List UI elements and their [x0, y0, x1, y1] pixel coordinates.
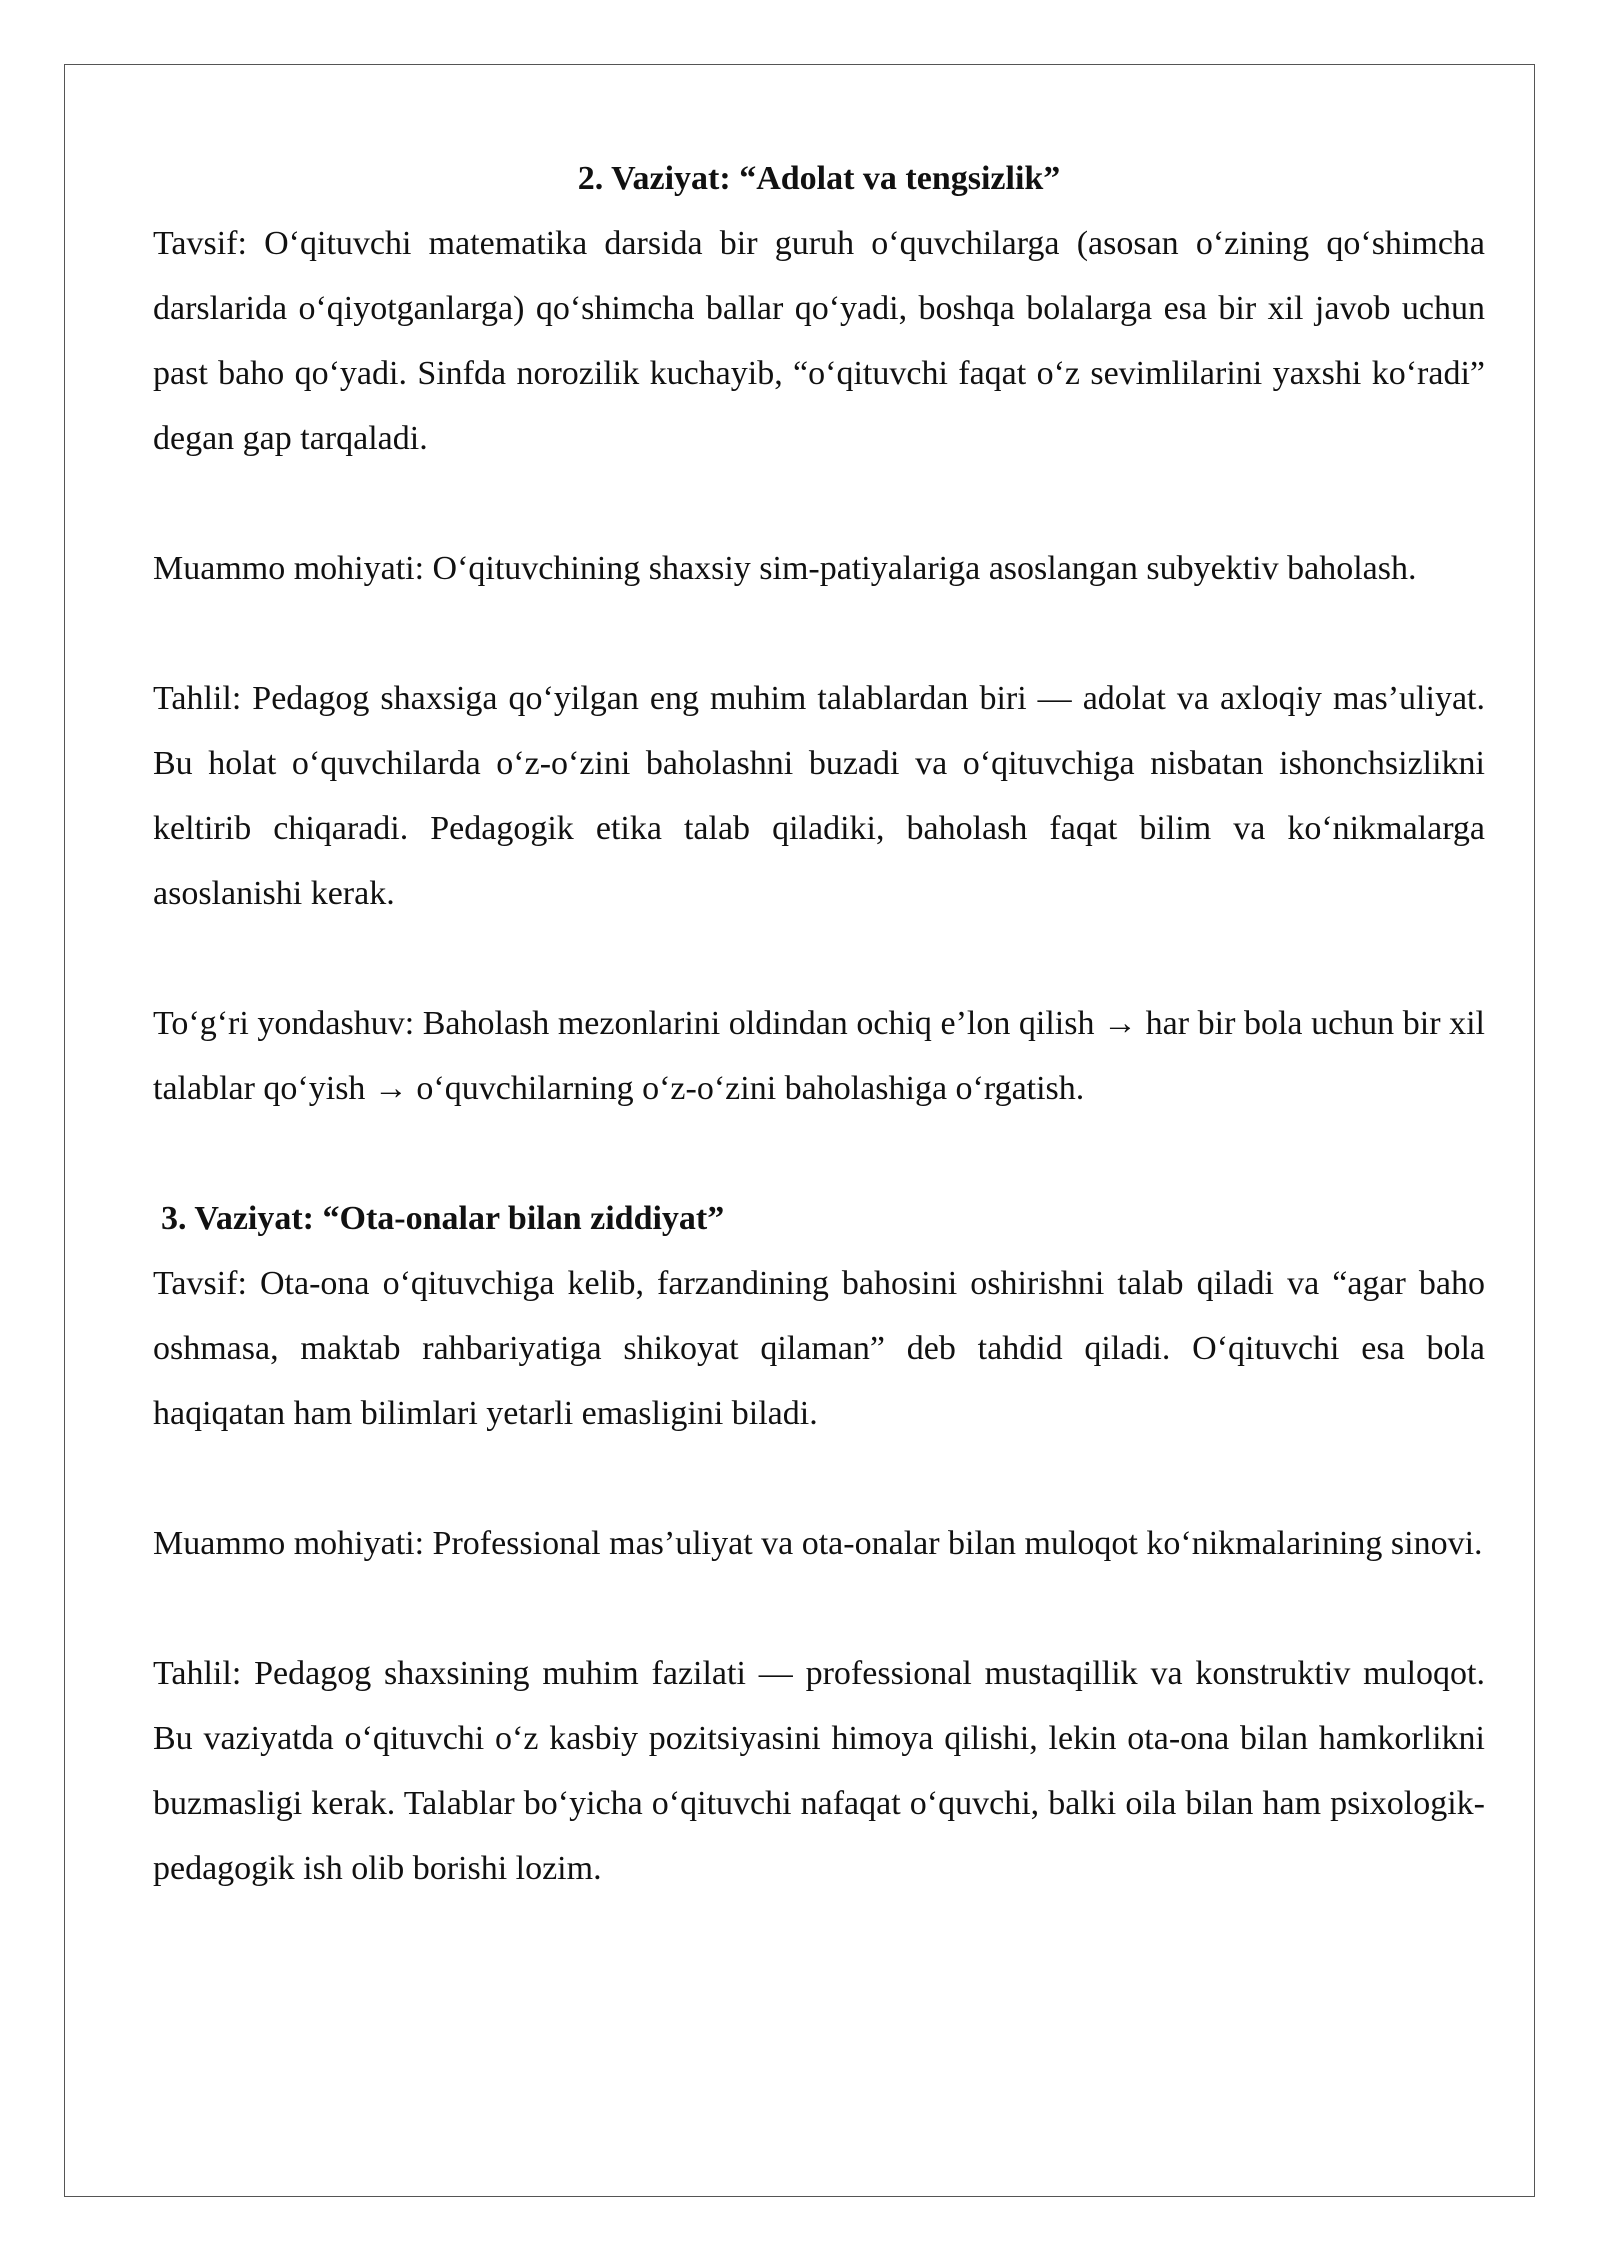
- spacer: [153, 601, 1485, 666]
- section-3-title: 3. Vaziyat: “Ota-onalar bilan ziddiyat”: [161, 1200, 725, 1237]
- spacer: [153, 1576, 1485, 1641]
- section-3-description: Tavsif: Ota-ona o‘qituvchiga kelib, farzandining bahosini oshirishni talab qiladi va “agar baho oshmasa, maktab rahbariyatiga shikoyat qilaman” deb tahdid qiladi. O‘qituvchi esa bola haqiqatan ham bilimlari yetarli emasligini biladi.: [153, 1265, 1485, 1432]
- section-3-analysis: Tahlil: Pedagog shaxsining muhim fazilati — professional mustaqillik va konstruktiv muloqot. Bu vaziyatda o‘qituvchi o‘z kasbiy pozitsiyasini himoya qilishi, lekin ota-ona bilan hamkorlikni buzmasligi kerak. Talablar bo‘yicha o‘qituvchi nafaqat o‘quvchi, balki oila bilan ham psixologik-pedagogik ish olib borishi lozim.: [153, 1655, 1485, 1887]
- section-2-correct-approach: To‘g‘ri yondashuv: Baholash mezonlarini oldindan ochiq e’lon qilish → har bir bola uchun bir xil talablar qo‘yish → o‘quvchilarning o‘z-o‘zini baholashiga o‘rgatish.: [153, 1005, 1485, 1107]
- spacer: [153, 471, 1485, 536]
- section-3-problem: Muammo mohiyati: Professional mas’uliyat va ota-onalar bilan muloqot ko‘nikmalarining sinovi.: [153, 1525, 1483, 1562]
- section-2-description: Tavsif: O‘qituvchi matematika darsida bir guruh o‘quvchilarga (asosan o‘zining qo‘shimcha darslarida o‘qiyotganlarga) qo‘shimcha ballar qo‘yadi, boshqa bolalarga esa bir xil javob uchun past baho qo‘yadi. Sinfda norozilik kuchayib, “o‘qituvchi faqat o‘z sevimlilarini yaxshi ko‘radi” degan gap tarqaladi.: [153, 225, 1485, 457]
- spacer: [153, 1121, 1485, 1186]
- document-body: [153, 146, 1485, 1901]
- section-2-title: 2. Vaziyat: “Adolat va tengsizlik”: [577, 160, 1061, 197]
- section-2-analysis: Tahlil: Pedagog shaxsiga qo‘yilgan eng muhim talablardan biri — adolat va axloqiy mas’uliyat. Bu holat o‘quvchilarda o‘z-o‘zini baholashni buzadi va o‘qituvchiga nisbatan ishonchsizlikni keltirib chiqaradi. Pedagogik etika talab qiladiki, baholash faqat bilim va ko‘nikmalarga asoslanishi kerak.: [153, 680, 1485, 912]
- section-2-problem: Muammo mohiyati: O‘qituvchining shaxsiy sim-patiyalariga asoslangan subyektiv baholash.: [153, 550, 1417, 587]
- spacer: [153, 926, 1485, 991]
- spacer: [153, 1446, 1485, 1511]
